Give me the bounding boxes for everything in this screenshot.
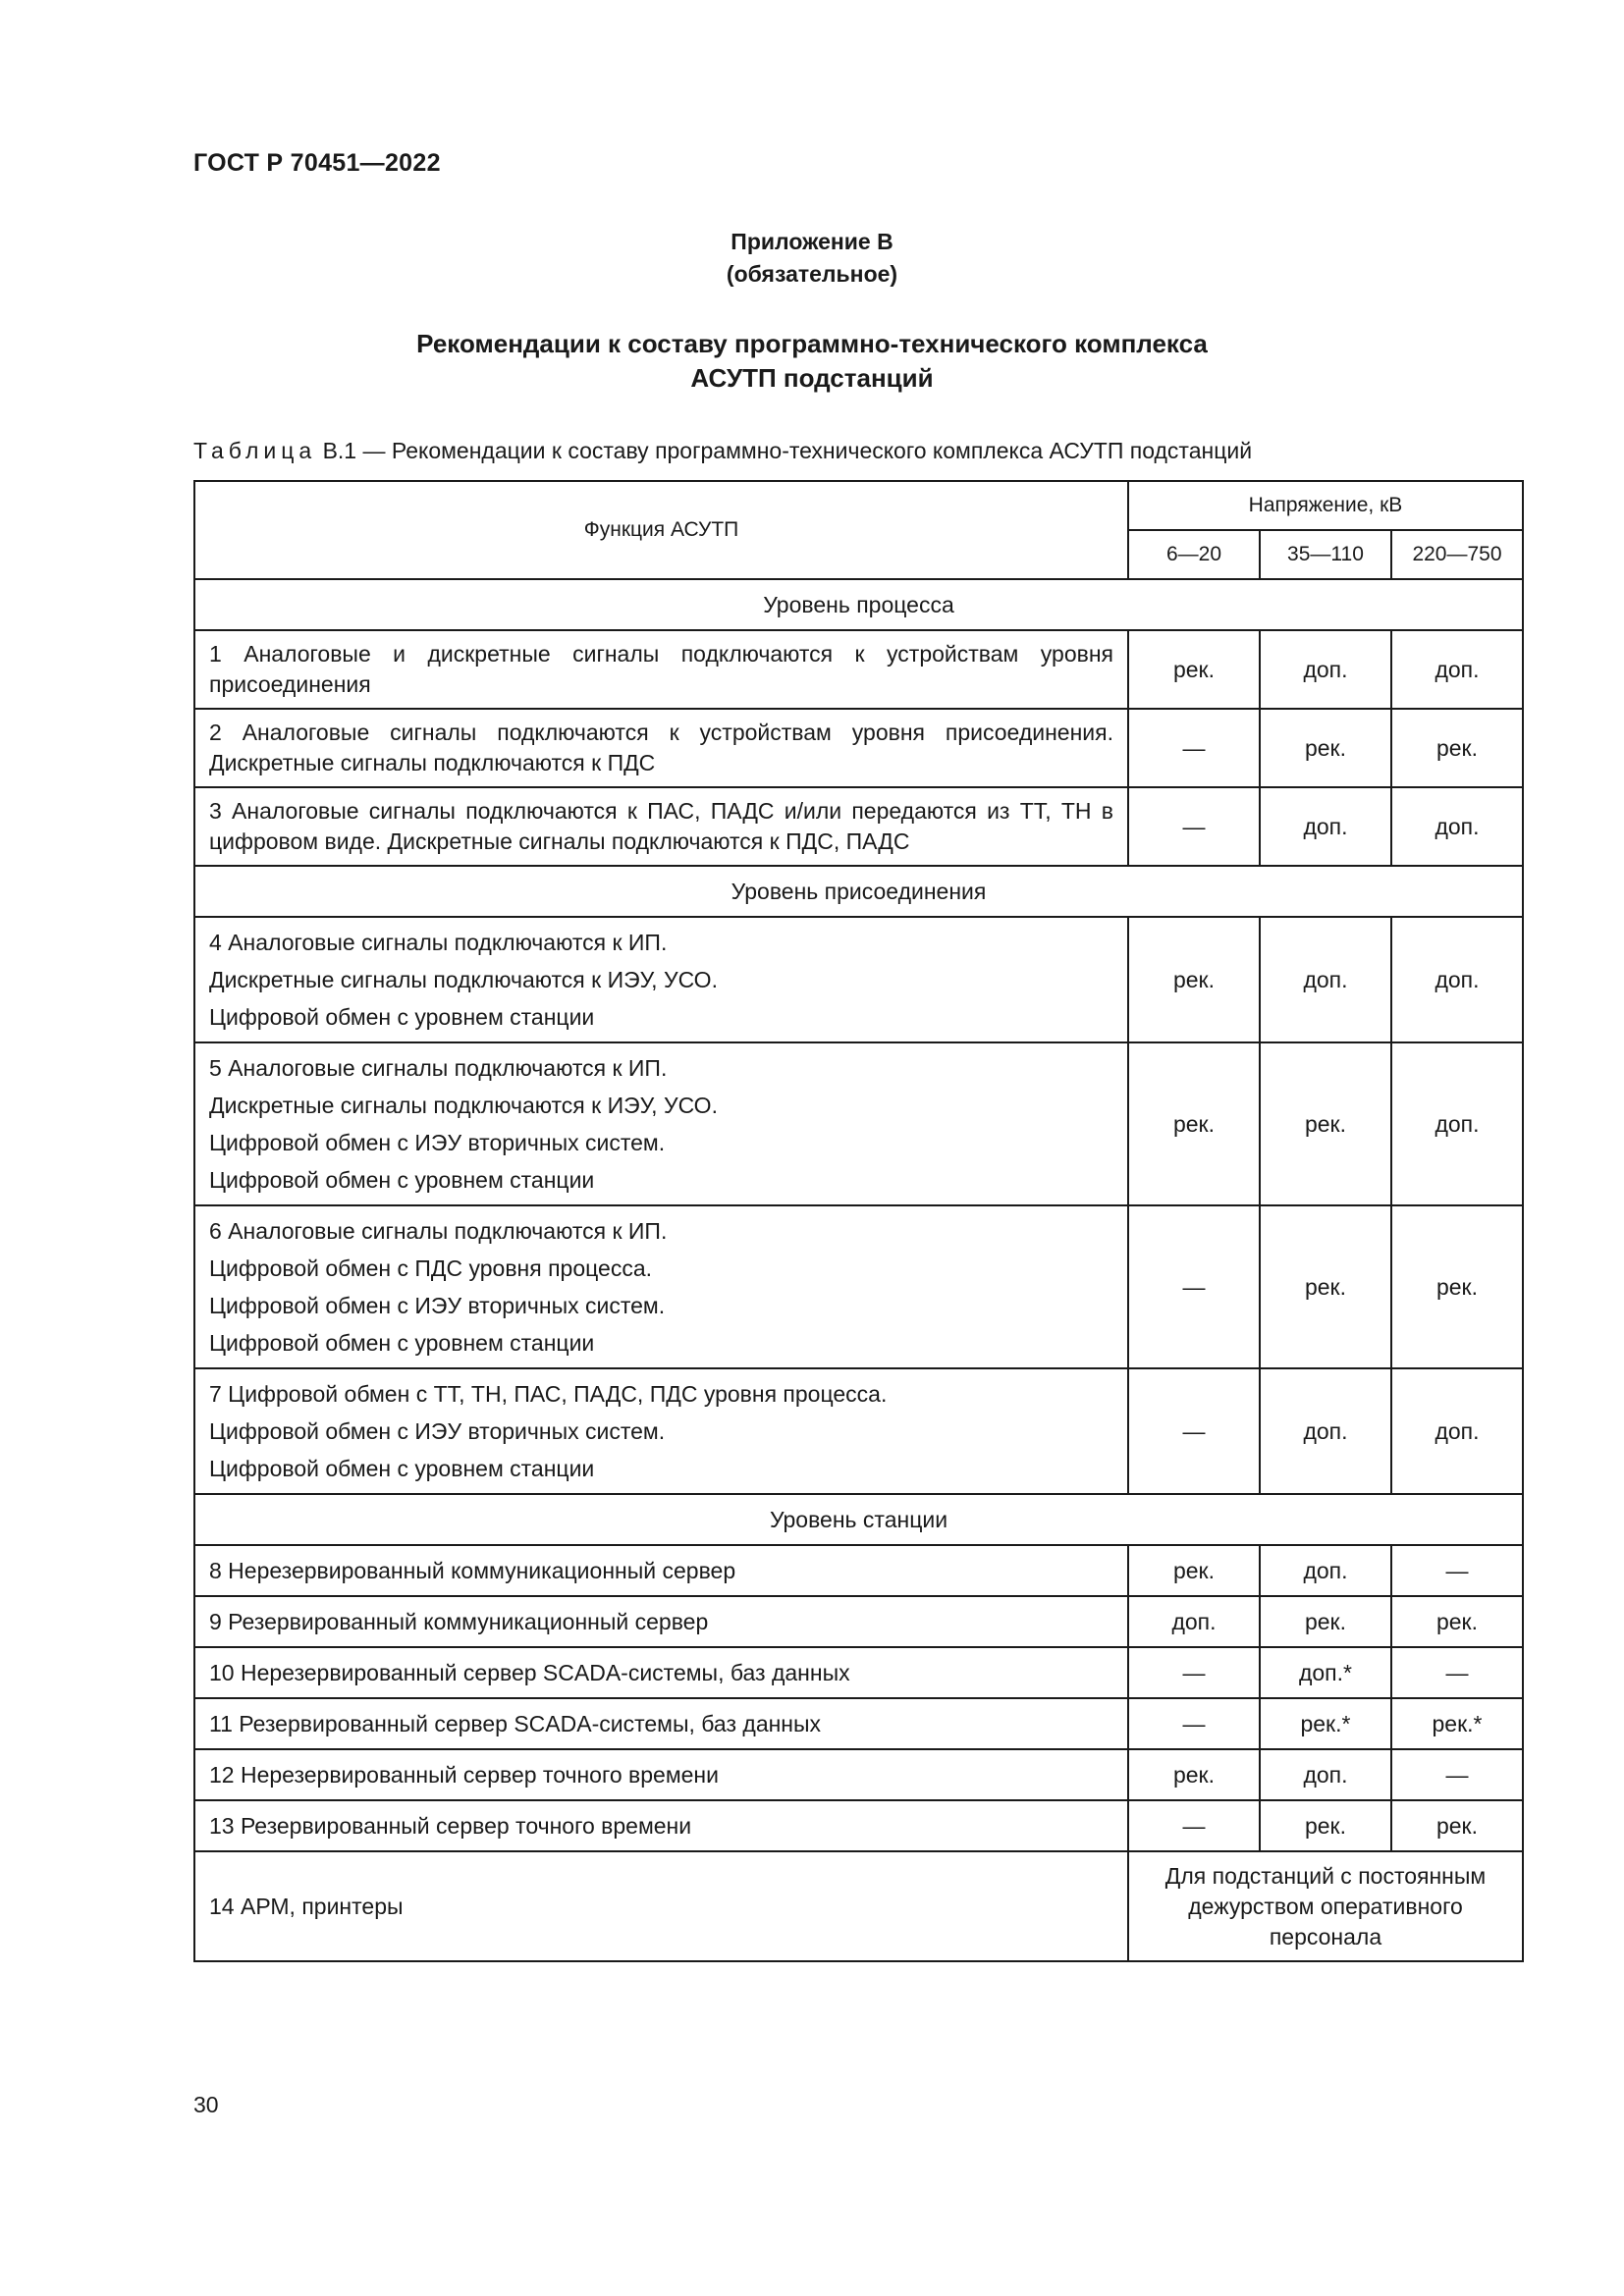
value-cell: рек. bbox=[1128, 1749, 1260, 1800]
table-row bbox=[194, 1545, 1523, 1596]
value-cell: рек. bbox=[1391, 1596, 1523, 1647]
value-cell: доп. bbox=[1260, 630, 1391, 709]
function-line: Дискретные сигналы подключаются к ИЭУ, УСО. bbox=[209, 1093, 718, 1118]
function-line: 5 Аналоговые сигналы подключаются к ИП. bbox=[209, 1055, 668, 1081]
section-title-station: Уровень станции bbox=[194, 1494, 1523, 1545]
function-cell bbox=[194, 1205, 1128, 1368]
function-line: 6 Аналоговые сигналы подключаются к ИП. bbox=[209, 1218, 668, 1244]
document-title bbox=[0, 327, 1624, 396]
value-cell: доп. bbox=[1128, 1596, 1260, 1647]
value-cell: рек. bbox=[1260, 1800, 1391, 1851]
function-cell bbox=[194, 1042, 1128, 1205]
function-line: Цифровой обмен с ПДС уровня процесса. bbox=[209, 1255, 653, 1281]
function-line: Цифровой обмен с ИЭУ вторичных систем. bbox=[209, 1130, 666, 1155]
table-row bbox=[194, 1800, 1523, 1851]
function-line: Дискретные сигналы подключаются к ИЭУ, УСО. bbox=[209, 967, 718, 992]
value-cell: рек. bbox=[1260, 1596, 1391, 1647]
table-caption-text: В.1 — Рекомендации к составу программно-технического комплекса АСУТП подстанций bbox=[322, 438, 1253, 463]
value-cell: рек.* bbox=[1260, 1698, 1391, 1749]
section-title-bay: Уровень присоединения bbox=[194, 866, 1523, 917]
function-line: 7 Цифровой обмен с ТТ, ТН, ПАС, ПАДС, ПДС уровня процесса. bbox=[209, 1381, 888, 1407]
document-title-line-1: Рекомендации к составу программно-технического комплекса bbox=[416, 329, 1208, 358]
value-cell: — bbox=[1128, 787, 1260, 866]
function-line: 2 Аналоговые сигналы подключаются к устройствам уровня присоединения. Дискретные сигналы подключаются к ПДС bbox=[209, 720, 1113, 775]
function-line: 10 Нерезервированный сервер SCADA-системы, баз данных bbox=[209, 1659, 850, 1685]
value-cell: доп. bbox=[1260, 1368, 1391, 1494]
value-cell: доп. bbox=[1391, 1368, 1523, 1494]
value-cell: — bbox=[1128, 1800, 1260, 1851]
table-caption-label: Таблица bbox=[193, 438, 317, 463]
value-cell: доп. bbox=[1391, 1042, 1523, 1205]
value-cell: доп. bbox=[1260, 1749, 1391, 1800]
appendix-status: (обязательное) bbox=[726, 261, 898, 287]
section-title-process: Уровень процесса bbox=[194, 579, 1523, 630]
function-column-header: Функция АСУТП bbox=[194, 481, 1128, 579]
table-row bbox=[194, 1851, 1523, 1961]
table-row bbox=[194, 1698, 1523, 1749]
function-cell: 14 АРМ, принтеры bbox=[194, 1851, 1128, 1961]
function-line: Цифровой обмен с уровнем станции bbox=[209, 1167, 595, 1193]
value-cell: — bbox=[1391, 1545, 1523, 1596]
function-line: Цифровой обмен с уровнем станции bbox=[209, 1456, 595, 1481]
function-line: 12 Нерезервированный сервер точного времени bbox=[209, 1761, 719, 1788]
function-line: 3 Аналоговые сигналы подключаются к ПАС, ПАДС и/или передаются из ТТ, ТН в цифровом виде. Дискретные сигналы подключаются к ПДС, ПАДС bbox=[209, 798, 1113, 854]
function-cell bbox=[194, 630, 1128, 709]
table-row bbox=[194, 1042, 1523, 1205]
table-row bbox=[194, 1205, 1523, 1368]
function-cell bbox=[194, 787, 1128, 866]
function-line: Цифровой обмен с уровнем станции bbox=[209, 1004, 595, 1030]
value-cell: рек. bbox=[1391, 1800, 1523, 1851]
table-caption bbox=[193, 438, 1252, 464]
section-row bbox=[194, 1494, 1523, 1545]
value-cell: рек. bbox=[1128, 1042, 1260, 1205]
function-line: Цифровой обмен с ИЭУ вторичных систем. bbox=[209, 1293, 666, 1318]
value-cell: рек. bbox=[1260, 709, 1391, 787]
function-cell bbox=[194, 1749, 1128, 1800]
value-cell: доп. bbox=[1391, 787, 1523, 866]
function-cell bbox=[194, 1647, 1128, 1698]
value-cell: — bbox=[1128, 1368, 1260, 1494]
document-header: ГОСТ Р 70451—2022 bbox=[193, 149, 441, 177]
function-cell bbox=[194, 1545, 1128, 1596]
function-line: Цифровой обмен с ИЭУ вторичных систем. bbox=[209, 1418, 666, 1444]
function-cell bbox=[194, 1800, 1128, 1851]
function-cell bbox=[194, 709, 1128, 787]
value-cell: рек. bbox=[1128, 630, 1260, 709]
value-cell: доп. bbox=[1260, 1545, 1391, 1596]
value-cell: доп. bbox=[1391, 917, 1523, 1042]
section-row bbox=[194, 579, 1523, 630]
function-cell bbox=[194, 1596, 1128, 1647]
value-cell: — bbox=[1128, 1647, 1260, 1698]
value-cell: — bbox=[1128, 1205, 1260, 1368]
table-row bbox=[194, 709, 1523, 787]
value-cell: — bbox=[1128, 709, 1260, 787]
function-cell bbox=[194, 917, 1128, 1042]
table-row bbox=[194, 1596, 1523, 1647]
function-line: 1 Аналоговые и дискретные сигналы подключаются к устройствам уровня присоединения bbox=[209, 641, 1113, 697]
function-line: 4 Аналоговые сигналы подключаются к ИП. bbox=[209, 930, 668, 955]
table-row bbox=[194, 1647, 1523, 1698]
document-title-line-2: АСУТП подстанций bbox=[690, 363, 934, 393]
arm-note-cell: Для подстанций с постоянным дежурством оперативного персонала bbox=[1128, 1851, 1523, 1961]
function-line: 11 Резервированный сервер SCADA-системы, баз данных bbox=[209, 1710, 822, 1736]
value-cell: — bbox=[1128, 1698, 1260, 1749]
appendix-heading bbox=[0, 226, 1624, 291]
value-cell: — bbox=[1391, 1749, 1523, 1800]
value-cell: рек.* bbox=[1391, 1698, 1523, 1749]
voltage-col-6-20: 6—20 bbox=[1128, 530, 1260, 579]
voltage-col-220-750: 220—750 bbox=[1391, 530, 1523, 579]
function-cell bbox=[194, 1368, 1128, 1494]
section-row bbox=[194, 866, 1523, 917]
value-cell: доп. bbox=[1391, 630, 1523, 709]
value-cell: доп. bbox=[1260, 787, 1391, 866]
value-cell: рек. bbox=[1128, 917, 1260, 1042]
function-line: 8 Нерезервированный коммуникационный сервер bbox=[209, 1557, 736, 1583]
table-row bbox=[194, 1368, 1523, 1494]
value-cell: рек. bbox=[1260, 1205, 1391, 1368]
appendix-title: Приложение В bbox=[731, 229, 893, 254]
function-cell bbox=[194, 1698, 1128, 1749]
value-cell: доп. bbox=[1260, 917, 1391, 1042]
table-row bbox=[194, 1749, 1523, 1800]
recommendations-table bbox=[193, 480, 1524, 1962]
value-cell: рек. bbox=[1260, 1042, 1391, 1205]
value-cell: доп.* bbox=[1260, 1647, 1391, 1698]
table-row bbox=[194, 917, 1523, 1042]
table-row bbox=[194, 787, 1523, 866]
page-number: 30 bbox=[193, 2092, 219, 2117]
function-line: Цифровой обмен с уровнем станции bbox=[209, 1330, 595, 1356]
function-line: 9 Резервированный коммуникационный сервер bbox=[209, 1608, 709, 1634]
voltage-col-35-110: 35—110 bbox=[1260, 530, 1391, 579]
value-cell: — bbox=[1391, 1647, 1523, 1698]
voltage-column-header: Напряжение, кВ bbox=[1128, 481, 1523, 530]
value-cell: рек. bbox=[1128, 1545, 1260, 1596]
value-cell: рек. bbox=[1391, 1205, 1523, 1368]
value-cell: рек. bbox=[1391, 709, 1523, 787]
function-line: 13 Резервированный сервер точного времени bbox=[209, 1812, 692, 1839]
table-row bbox=[194, 630, 1523, 709]
